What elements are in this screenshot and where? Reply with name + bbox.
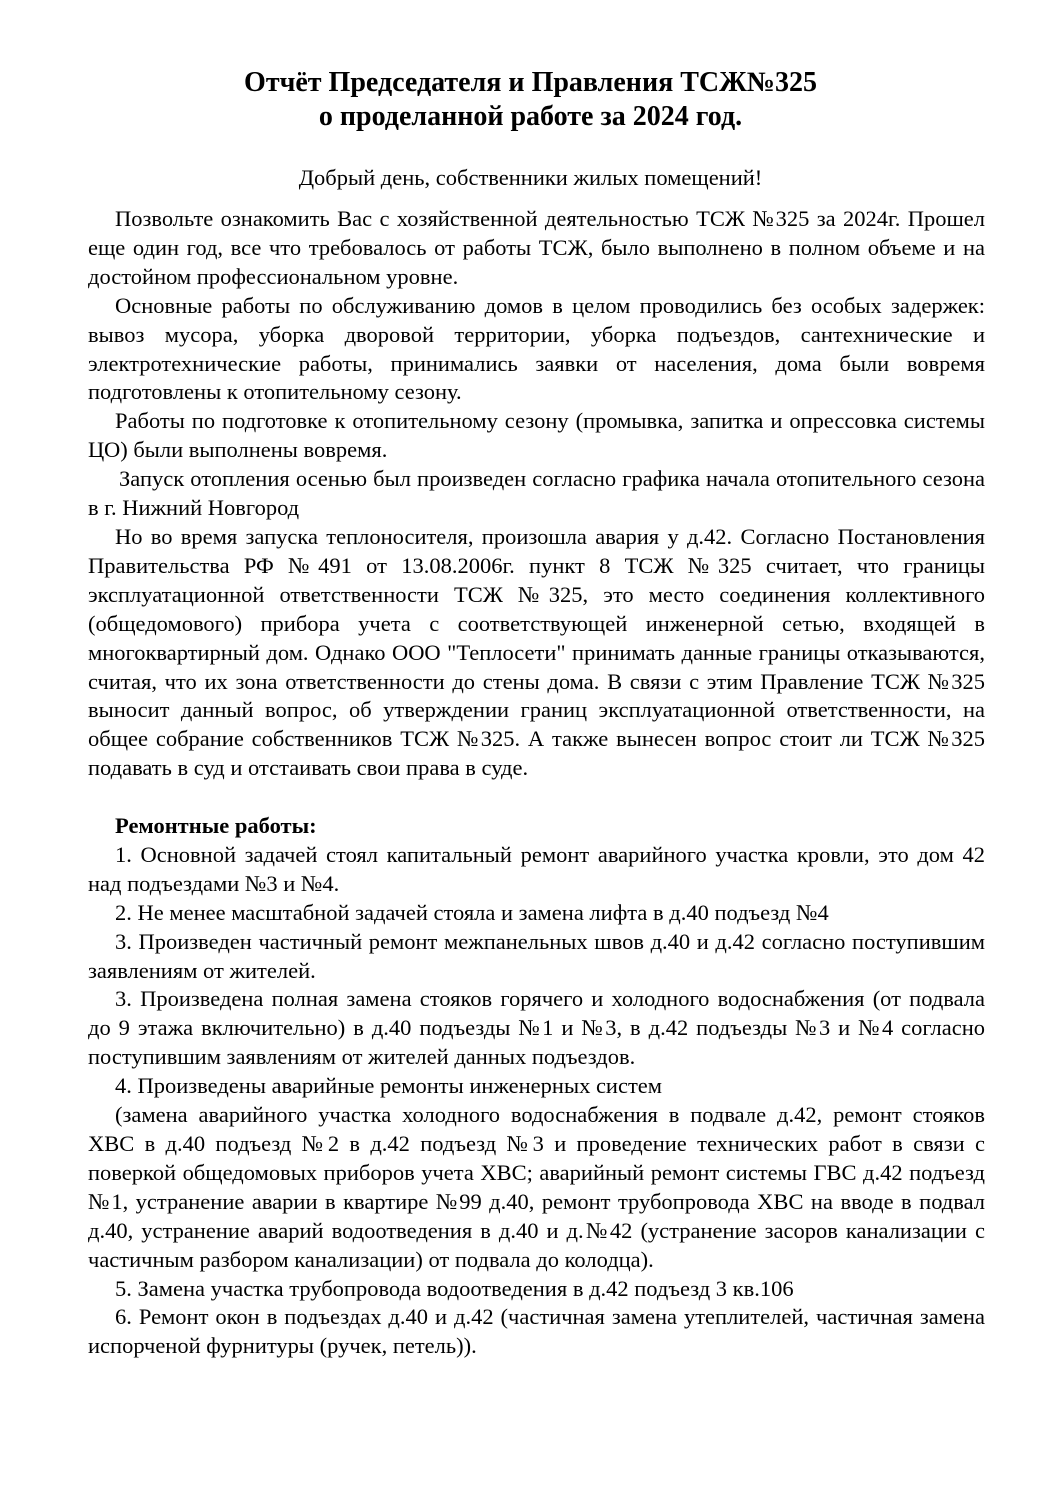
repair-item: 1. Основной задачей стоял капитальный ремонт аварийного участка кровли, это дом 42 над подъездами №3 и №4. [88,841,985,896]
paragraph: Позвольте ознакомить Вас с хозяйственной деятельностью ТСЖ №325 за 2024г. Прошел еще один год, все что требовалось от работы ТСЖ, было выполнено в полном объеме и на достойном профессиональном уровне. [88,206,985,289]
repair-item: 2. Не менее масштабной задачей стояла и замена лифта в д.40 подъезд №4 [115,899,829,925]
paragraph: Работы по подготовке к отопительному сезону (промывка, запитка и опрессовка системы ЦО) были выполнены вовремя. [88,408,985,463]
repair-item: 4. Произведены аварийные ремонты инженерных систем [115,1073,663,1099]
repair-item: (замена аварийного участка холодного водоснабжения в подвале д.42, ремонт стояков ХВС в д.40 подъезд №2 в д.42 подъезд №3 и проведение технических работ в связи с поверкой общедомовых приборов учета ХВС; аварийный ремонт системы ГВС д.42 подъезд №1, устранение аварии в квартире №99 д.40, ремонт трубопровода ХВС на вводе в подвал д.40, устранение аварий водоотведения в д.40 и д.№42 (устранение засоров канализации с частичным разбором канализации) от подвала до колодца). [88,1102,985,1272]
repair-item: 3. Произведена полная замена стояков горячего и холодного водоснабжения (от подвала до 9 этажа включительно) в д.40 подъезды №1 и №3, в д.42 подъезды №3 и №4 согласно поступившим заявлениям от жителей данных подъездов. [88,986,985,1070]
report-body [88,205,985,1361]
title-line-2: о проделанной работе за 2024 год. [318,101,743,132]
spacer [88,783,985,812]
repair-item: 6. Ремонт окон в подъездах д.40 и д.42 (частичная замена утеплителей, частичная замена испорченой фурнитуры (ручек, петель)). [88,1304,985,1359]
greeting: Добрый день, собственники жилых помещений! [298,165,763,190]
repair-item: 3. Произведен частичный ремонт межпанельных швов д.40 и д.42 согласно поступившим заявлениям от жителей. [88,928,985,983]
paragraph: Но во время запуска теплоносителя, произошла авария у д.42. Согласно Постановления Правительства РФ №491 от 13.08.2006г. пункт 8 ТСЖ №325 считает, что границы эксплуатационной ответственности ТСЖ №325, это место соединения коллективного (общедомового) прибора учета с соответствующей инженерной сетью, входящей в многоквартирный дом. Однако ООО "Теплосети" принимать данные границы отказываются, считая, что их зона ответственности до стены дома. В связи с этим Правление ТСЖ №325 выносит данный вопрос, об утверждении границ эксплуатационной ответственности, на общее собрание собственников ТСЖ №325. А также вынесен вопрос стоит ли ТСЖ №325 подавать в суд и отстаивать свои права в суде. [88,523,985,781]
paragraph: Запуск отопления осенью был произведен согласно графика начала отопительного сезона в г. Нижний Новгород [88,466,985,521]
repair-item: 5. Замена участка трубопровода водоотведения в д.42 подъезд 3 кв.106 [115,1275,794,1301]
repairs-heading: Ремонтные работы: [115,813,317,839]
paragraph: Основные работы по обслуживанию домов в целом проводились без особых задержек: вывоз мусора, уборка дворовой территории, уборка подъездов, сантехнические и электротехнические работы, принимались заявки от населения, дома были вовремя подготовлены к отопительному сезону. [88,292,985,405]
title-line-1: Отчёт Председателя и Правления ТСЖ№325 [244,67,817,98]
document-title [0,66,1061,134]
